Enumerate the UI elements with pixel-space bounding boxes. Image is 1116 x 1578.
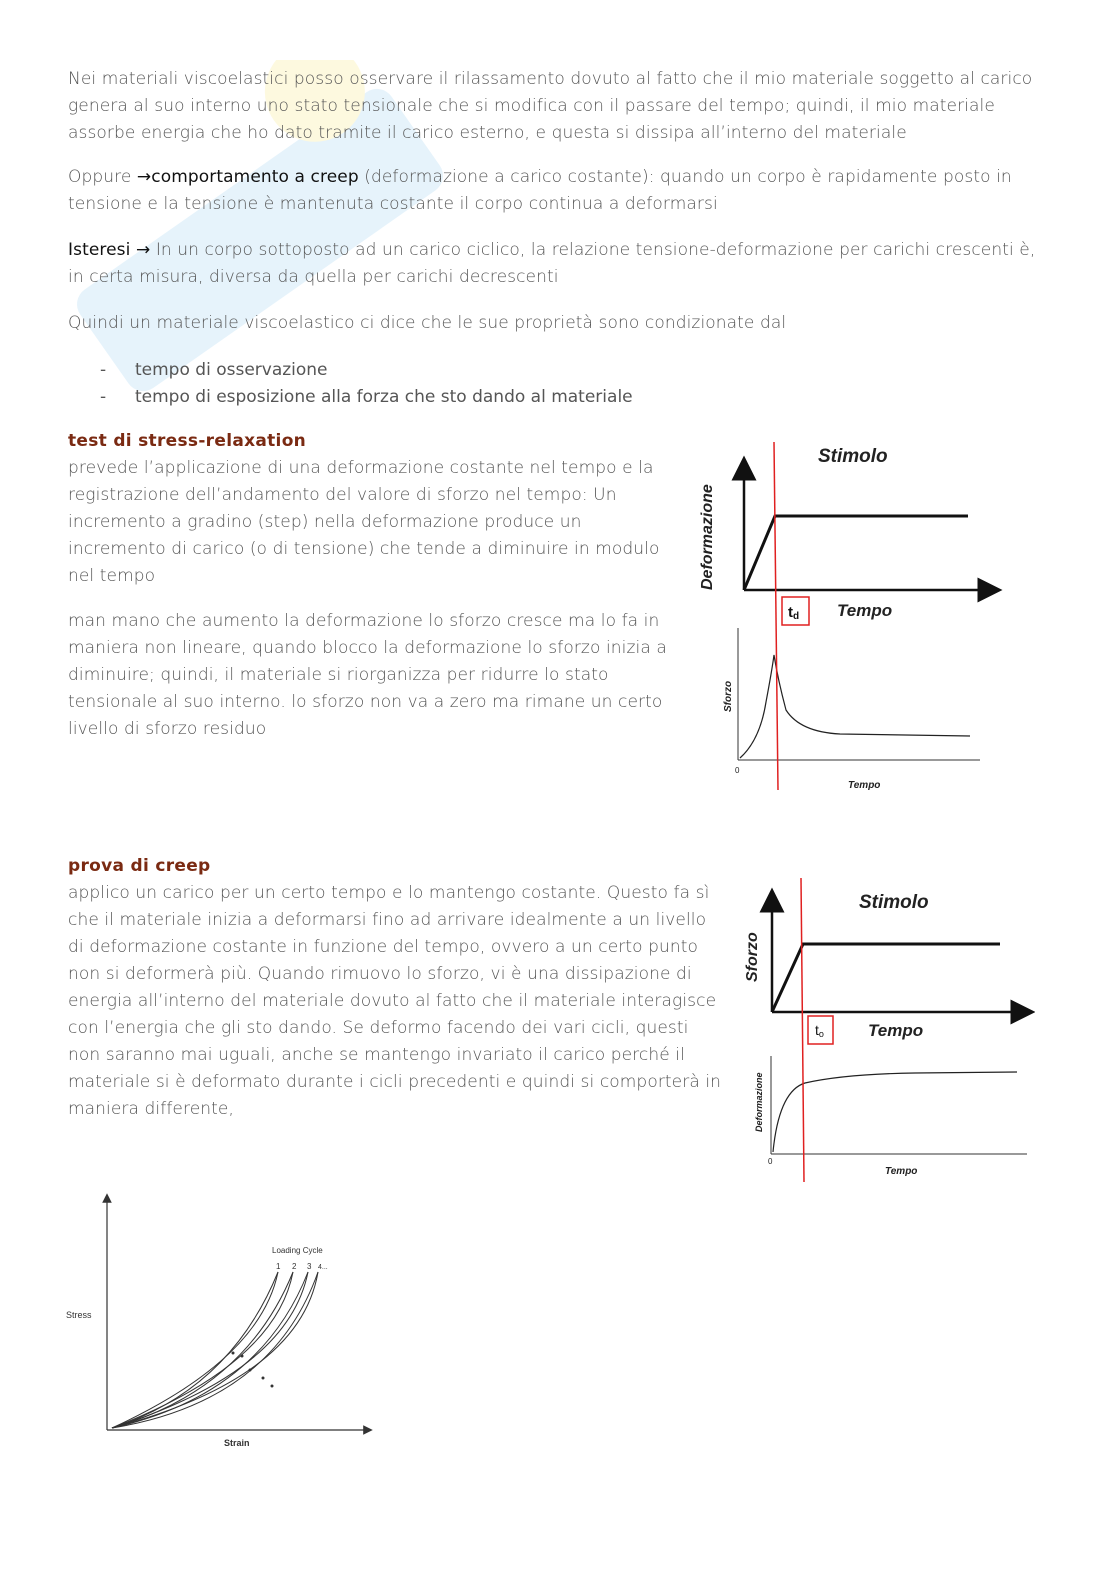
stress-relaxation-heading: test di stress-relaxation [68, 431, 307, 451]
data-point [241, 1355, 244, 1358]
unloading-curve-3 [112, 1272, 308, 1428]
series-line [773, 1072, 1017, 1152]
stress-relaxation-paragraph-2: man mano che aumento la deformazione lo sforzo cresce ma lo fa in maniera non lineare, quando blocco la deformazione lo sforzo inizia a diminuire; quindi, il materiale si riorganizza per ridurre lo stato tensionale al suo interno. lo sforzo non va a zero ma rimane un certo livello di sforzo residuo [68, 611, 667, 739]
creep-term: comportamento a creep [151, 167, 359, 187]
creep-paragraph [68, 164, 1048, 218]
x-axis-label: Tempo [848, 780, 881, 791]
series-line [740, 655, 970, 758]
list-item: - tempo di osservazione [100, 360, 328, 380]
time-marker-line [801, 878, 804, 1182]
series-line [772, 944, 1000, 1012]
origin-label: 0 [768, 1157, 773, 1166]
chart-title: Stimolo [859, 892, 929, 913]
creep-test-paragraph: applico un carico per un certo tempo e lo mantengo costante. Questo fa sì che il materiale inizia a deformarsi fino ad arrivare idealmente a un livello di deformazione costante in funzione del tempo, ovvero a un certo punto non si deformerà più. Quando rimuovo lo sforzo, vi è una dissipazione di energia all’interno del materiale dovuto al fatto che il materiale interagisce con l’energia che gli sto dando. Se deformo facendo dei vari cicli, questi non saranno mai uguali, anche se mantengo invariato il carico perché il materiale si è deformato durante i cicli precedenti e quindi si comporterà in maniera differente, [68, 883, 722, 1119]
data-point [271, 1385, 274, 1388]
legend-title: Loading Cycle [272, 1246, 323, 1255]
data-point [249, 1369, 252, 1372]
data-point [232, 1352, 235, 1355]
time-marker-label: to [815, 1022, 824, 1039]
data-point [262, 1377, 265, 1380]
list-item: - tempo di esposizione alla forza che sto dando al materiale [100, 387, 633, 407]
properties-list [100, 357, 633, 411]
arrow-icon: → [136, 167, 152, 187]
cycle-label-4: 4... [318, 1264, 328, 1271]
hysteresis-term: Isteresi [68, 240, 131, 260]
x-axis-label: Tempo [837, 601, 893, 620]
y-axis-label: Deformazione [754, 1072, 764, 1132]
origin-label: 0 [735, 766, 740, 775]
cycle-label-1: 1 [276, 1262, 281, 1271]
arrow-icon: → [130, 240, 156, 260]
y-axis-label: Sforzo [723, 680, 734, 712]
x-axis-label: Strain [224, 1438, 250, 1448]
y-axis-label: Stress [66, 1310, 92, 1320]
relaxation-figure [690, 440, 1010, 800]
properties-paragraph: Quindi un materiale viscoelastico ci dice che le sue proprietà sono condizionate dal [68, 313, 787, 333]
hysteresis-paragraph [68, 237, 1053, 291]
hysteresis-rest: In un corpo sottoposto ad un carico ciclico, la relazione tensione-deformazione per carichi crescenti è, in certa misura, diversa da quella per carichi decrescenti [68, 240, 1036, 287]
hysteresis-figure [60, 1190, 380, 1455]
creep-test-heading: prova di creep [68, 856, 211, 876]
time-marker-label: td [788, 604, 800, 622]
unloading-curve-2 [112, 1272, 293, 1428]
loading-curve-2 [112, 1272, 293, 1428]
stress-relaxation-paragraph-1: prevede l’applicazione di una deformazione costante nel tempo e la registrazione dell’andamento del valore di sforzo nel tempo: Un incremento a gradino (step) nella deformazione produce un incremento di carico (o di tensione) che tende a diminuire in modulo nel tempo [68, 458, 660, 586]
y-axis-label: Deformazione [699, 484, 716, 590]
x-axis-label: Tempo [868, 1021, 924, 1040]
loading-curve-3 [112, 1272, 308, 1428]
time-marker-line [774, 442, 778, 790]
loading-curve-4 [112, 1272, 318, 1428]
cycle-label-2: 2 [292, 1262, 297, 1271]
chart-title: Stimolo [818, 446, 888, 467]
x-axis-label: Tempo [885, 1166, 918, 1177]
creep-rest: (deformazione a carico costante): quando un corpo è rapidamente posto in tensione e la tensione è mantenuta costante il corpo continua a deformarsi [68, 167, 1012, 214]
creep-prefix: Oppure [68, 167, 137, 187]
creep-figure [735, 876, 1035, 1186]
intro-paragraph: Nei materiali viscoelastici posso osservare il rilassamento dovuto al fatto che il mio materiale soggetto al carico genera al suo interno uno stato tensionale che si modifica con il passare del tempo; quindi, il mio materiale assorbe energia che ho dato tramite il carico esterno, e questa si dissipa all’interno del materiale [68, 69, 1033, 143]
cycle-label-3: 3 [307, 1262, 312, 1271]
series-line [744, 516, 968, 590]
y-axis-label: Sforzo [744, 932, 761, 982]
unloading-curve-4 [112, 1272, 318, 1428]
